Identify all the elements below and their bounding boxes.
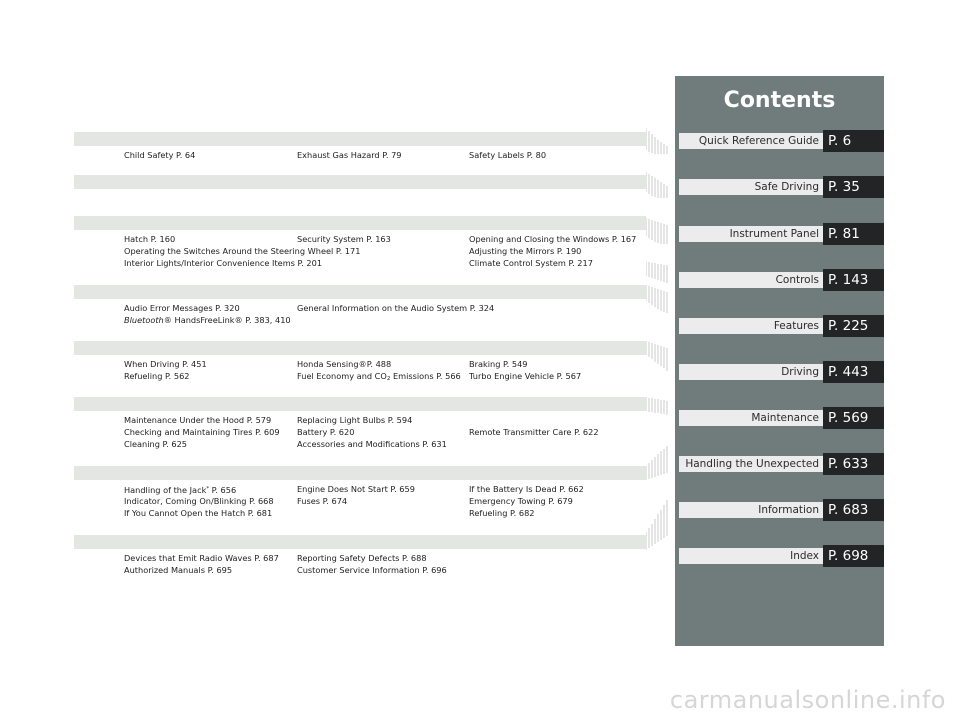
jack-text: Handling of the Jack — [124, 485, 207, 495]
connector-hatch-driving — [646, 341, 670, 371]
toc-link[interactable]: Authorized Manuals P. 695 — [124, 565, 233, 575]
toc-link[interactable]: Battery P. 620 — [297, 427, 355, 437]
tab-label: Controls — [679, 272, 823, 288]
connector-hatch-instrument-panel — [646, 172, 670, 198]
toc-link[interactable]: Fuses P. 674 — [297, 496, 348, 506]
contents-sidebar — [675, 76, 884, 646]
toc-link[interactable]: Hatch P. 160 — [124, 234, 176, 244]
toc-link[interactable]: Checking and Maintaining Tires P. 609 — [124, 427, 280, 437]
connector-hatch-safe-driving — [646, 128, 670, 154]
toc-link[interactable]: Honda Sensing®P. 488 — [297, 359, 392, 369]
toc-link[interactable]: Refueling P. 562 — [124, 371, 190, 381]
toc-link[interactable]: Child Safety P. 64 — [124, 150, 196, 160]
contents-title: Contents — [723, 88, 836, 113]
tab-page: P. 569 — [823, 407, 884, 429]
tab-page: P. 225 — [823, 315, 884, 337]
toc-link[interactable]: Turbo Engine Vehicle P. 567 — [469, 371, 582, 381]
toc-link[interactable]: Reporting Safety Defects P. 688 — [297, 553, 427, 563]
tab-label: Features — [679, 318, 823, 334]
toc-link[interactable]: Replacing Light Bulbs P. 594 — [297, 415, 413, 425]
connector-hatch-information — [646, 500, 670, 550]
watermark: carmanualsonline.info — [669, 686, 946, 714]
tab-label: Driving — [679, 364, 823, 380]
handsfreelink-label: ® HandsFreeLink® P. 383, 410 — [163, 315, 291, 325]
tab-label: Safe Driving — [679, 179, 823, 195]
footnote-asterisk: * — [206, 486, 210, 492]
toc-link[interactable]: If You Cannot Open the Hatch P. 681 — [124, 508, 273, 518]
connector-hatch-unexpected — [646, 446, 670, 480]
toc-link[interactable]: Interior Lights/Interior Convenience Items P. 201 — [124, 258, 323, 268]
toc-link[interactable]: Devices that Emit Radio Waves P. 687 — [124, 553, 279, 563]
tab-page: P. 6 — [823, 130, 884, 152]
fuel-economy-text: Fuel Economy and CO — [297, 371, 387, 381]
toc-link[interactable]: Climate Control System P. 217 — [469, 258, 593, 268]
toc-link[interactable]: General Information on the Audio System P. 324 — [297, 303, 495, 313]
tab-label: Instrument Panel — [679, 226, 823, 242]
tab-page: P. 81 — [823, 223, 884, 245]
emissions-text: Emissions P. 566 — [390, 371, 461, 381]
tab-label: Quick Reference Guide — [679, 133, 823, 149]
toc-link[interactable]: Indicator, Coming On/Blinking P. 668 — [124, 496, 274, 506]
tab-page: P. 633 — [823, 453, 884, 475]
tab-page: P. 683 — [823, 499, 884, 521]
toc-link[interactable] — [297, 370, 461, 385]
connector-hatch-controls — [646, 218, 670, 244]
toc-link[interactable]: Braking P. 549 — [469, 359, 528, 369]
tab-label: Handling the Unexpected — [679, 456, 823, 472]
toc-link[interactable]: Accessories and Modifications P. 631 — [297, 439, 447, 449]
toc-link[interactable]: When Driving P. 451 — [124, 359, 207, 369]
toc-link[interactable] — [124, 314, 291, 326]
section-band-controls — [74, 216, 646, 230]
toc-link[interactable]: Audio Error Messages P. 320 — [124, 303, 240, 313]
toc-link[interactable]: Emergency Towing P. 679 — [469, 496, 573, 506]
toc-link[interactable]: Adjusting the Mirrors P. 190 — [469, 246, 582, 256]
toc-link[interactable]: Operating the Switches Around the Steering Wheel P. 171 — [124, 246, 361, 256]
toc-link[interactable]: Refueling P. 682 — [469, 508, 535, 518]
section-band-maintenance — [74, 397, 646, 411]
section-band-safe-driving — [74, 132, 646, 146]
section-band-driving — [74, 341, 646, 355]
toc-link[interactable]: Remote Transmitter Care P. 622 — [469, 427, 599, 437]
toc-link[interactable]: If the Battery Is Dead P. 662 — [469, 484, 584, 494]
bluetooth-label: Bluetooth — [124, 315, 164, 325]
section-band-features — [74, 285, 646, 299]
co2-subscript: 2 — [386, 376, 391, 382]
tab-label: Maintenance — [679, 410, 823, 426]
tab-page: P. 443 — [823, 361, 884, 383]
toc-link[interactable]: Maintenance Under the Hood P. 579 — [124, 415, 272, 425]
toc-link[interactable]: Safety Labels P. 80 — [469, 150, 547, 160]
connector-hatch-controls-2 — [646, 262, 670, 284]
tab-label: Information — [679, 502, 823, 518]
toc-link[interactable]: Security System P. 163 — [297, 234, 391, 244]
toc-link[interactable]: Customer Service Information P. 696 — [297, 565, 447, 575]
toc-link[interactable]: Opening and Closing the Windows P. 167 — [469, 234, 637, 244]
tab-page: P. 698 — [823, 545, 884, 567]
connector-hatch-features — [646, 285, 670, 313]
tab-label: Index — [679, 548, 823, 564]
tab-page: P. 143 — [823, 269, 884, 291]
connector-hatch-maintenance — [646, 397, 670, 417]
toc-link[interactable]: Cleaning P. 625 — [124, 439, 187, 449]
tab-page: P. 35 — [823, 176, 884, 198]
section-band-unexpected — [74, 466, 646, 480]
toc-link[interactable]: Engine Does Not Start P. 659 — [297, 484, 415, 494]
section-band-information — [74, 535, 646, 549]
jack-page: P. 656 — [209, 485, 237, 495]
toc-link[interactable]: Exhaust Gas Hazard P. 79 — [297, 150, 402, 160]
section-band-instrument-panel — [74, 175, 646, 189]
